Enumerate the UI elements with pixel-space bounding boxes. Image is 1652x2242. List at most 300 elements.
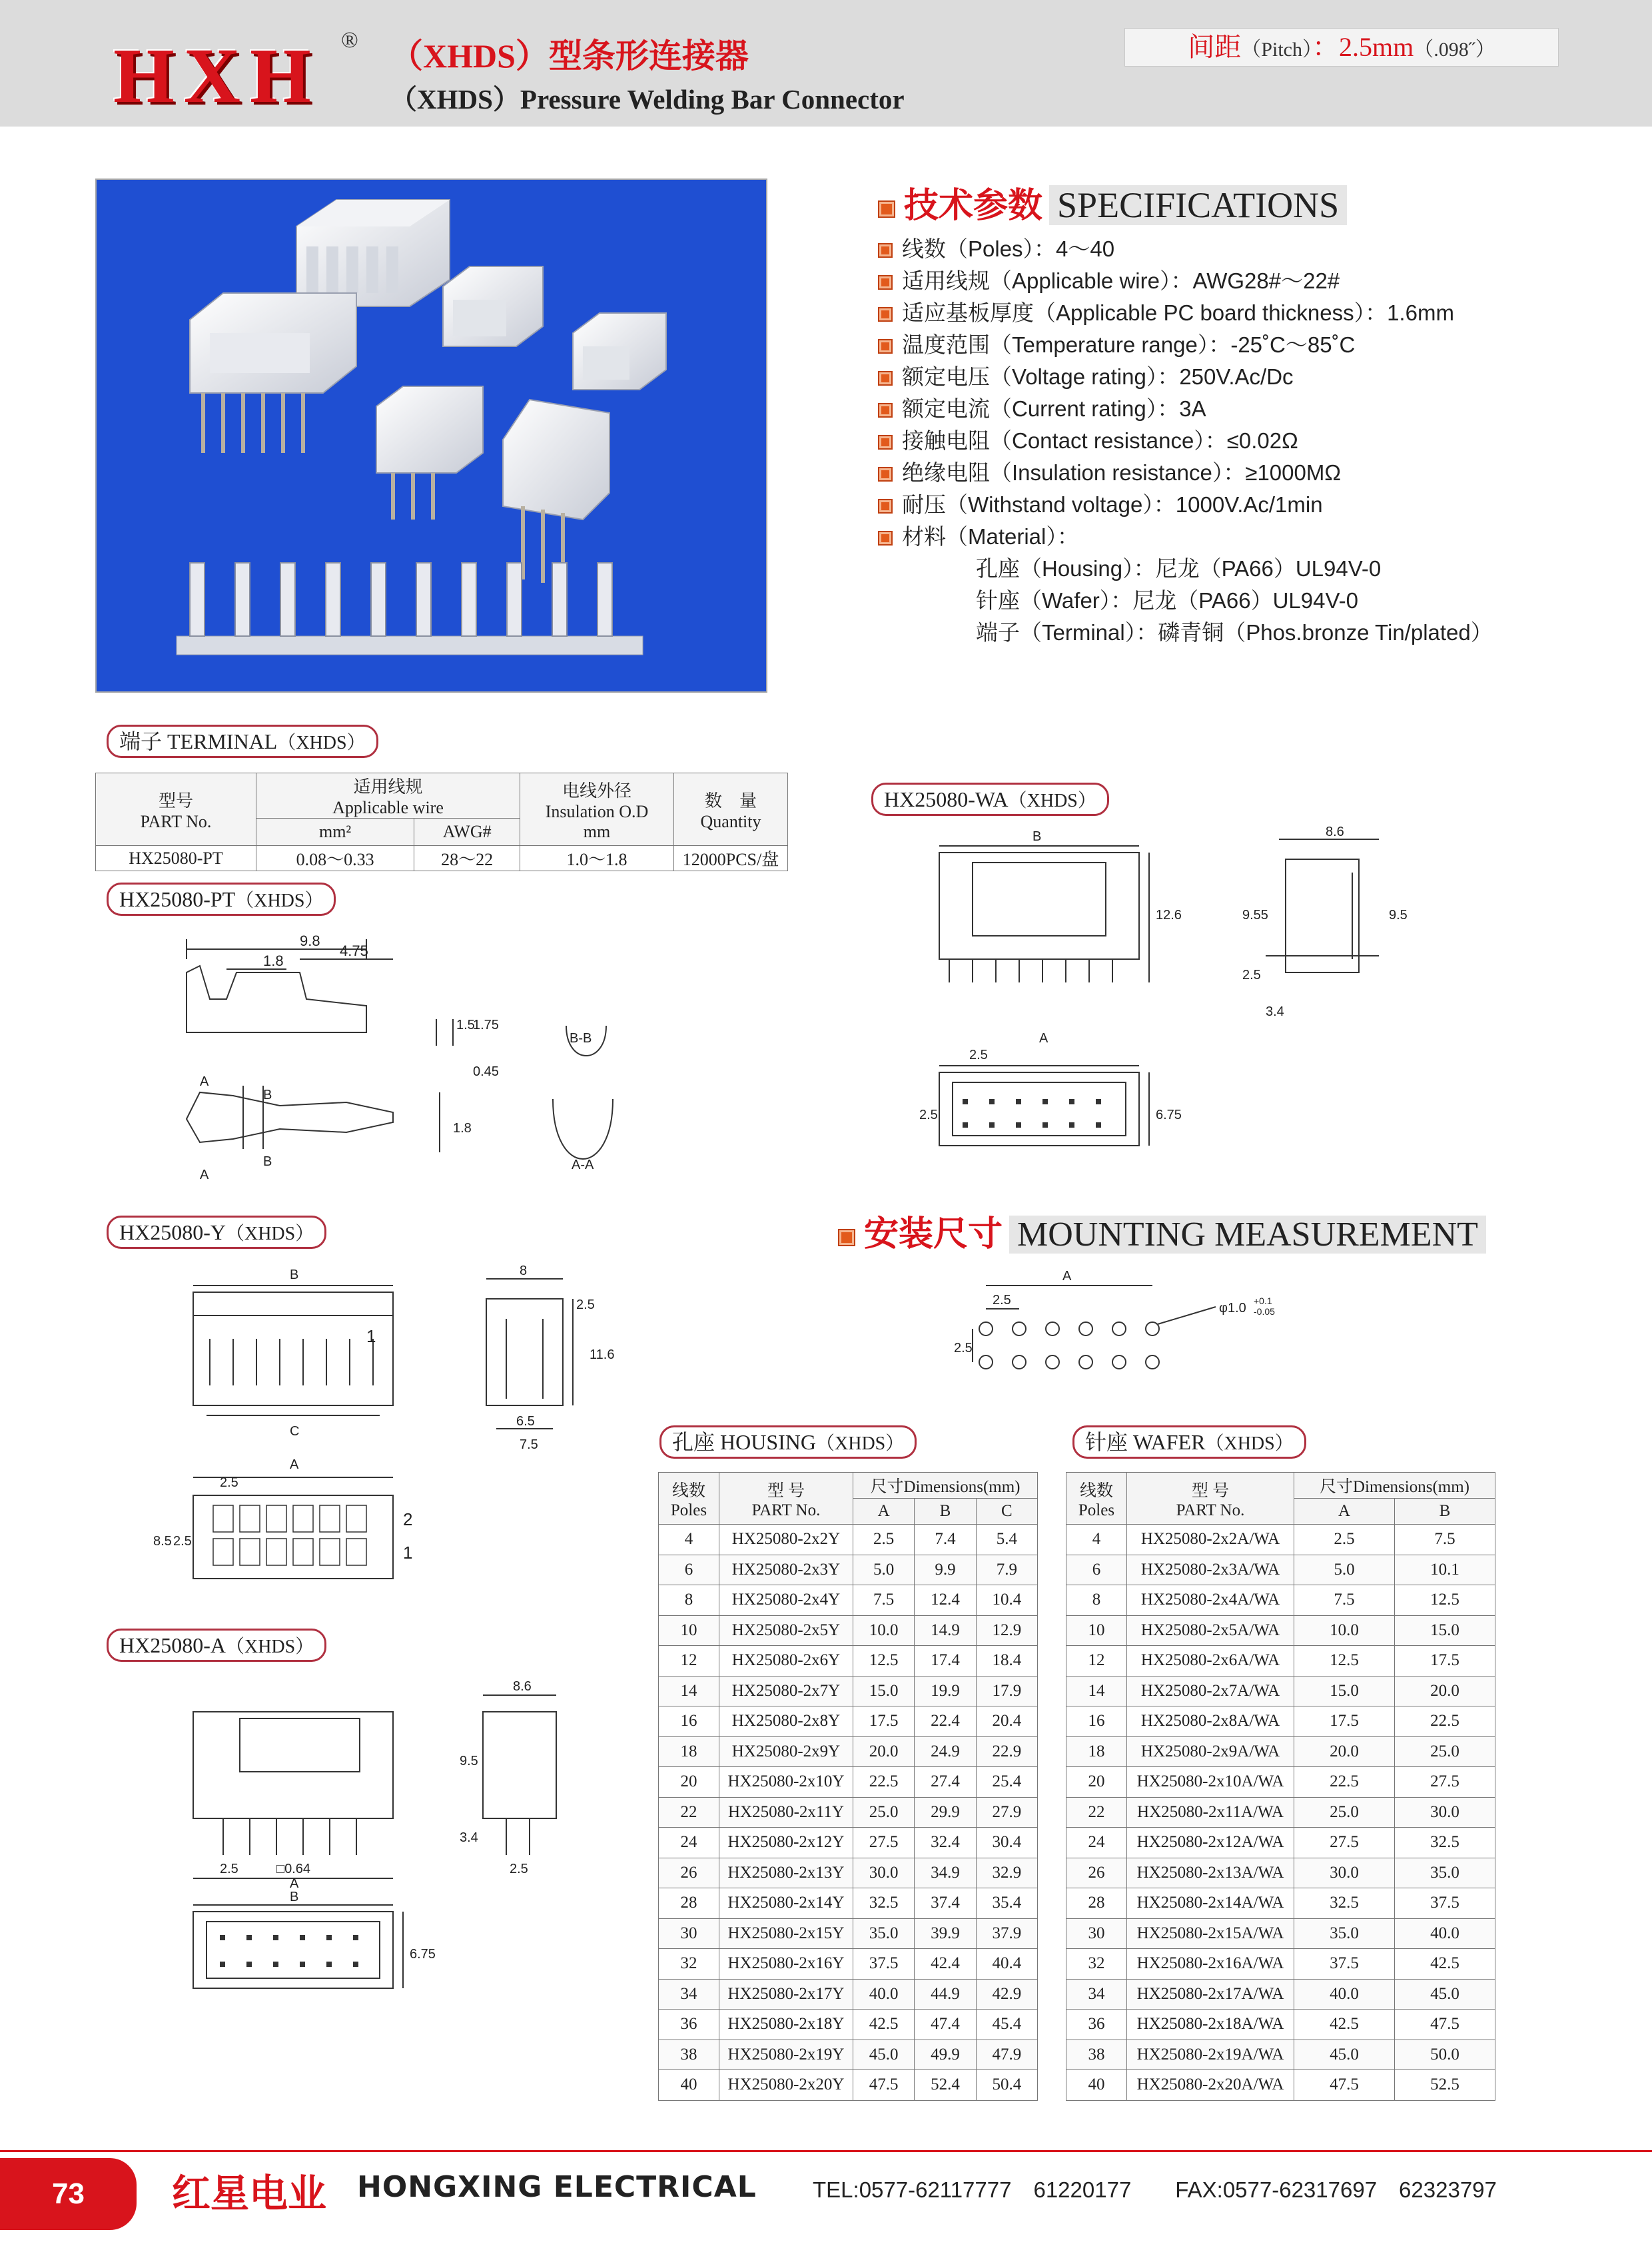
terminal-table [95, 773, 788, 871]
table-cell: 12 [1066, 1646, 1127, 1677]
dim-label: 8 [520, 1266, 528, 1278]
table-cell: 42.9 [976, 1979, 1037, 2010]
table-cell: 47.9 [976, 2040, 1037, 2070]
table-cell: 27.9 [976, 1797, 1037, 1828]
title-english: （XHDS）Pressure Welding Bar Connector [390, 84, 905, 115]
table-cell: HX25080-2x18A/WA [1127, 2010, 1294, 2040]
table-cell: 20.0 [1395, 1676, 1495, 1706]
col-b: B [1395, 1499, 1495, 1525]
table-cell: HX25080-2x11Y [719, 1797, 853, 1828]
table-cell: 16 [659, 1706, 719, 1737]
table-cell: 18.4 [976, 1646, 1037, 1677]
table-cell: 50.0 [1395, 2040, 1495, 2070]
table-cell: HX25080-2x9A/WA [1127, 1736, 1294, 1767]
mounting-drawing [946, 1266, 1319, 1385]
material-line: 端子（Terminal）：磷青铜（Phos.bronze Tin/plated） [976, 620, 1493, 645]
spec-line [878, 328, 1355, 359]
table-cell: HX25080-2x20Y [719, 2070, 853, 2101]
heading-bullet-icon [878, 200, 895, 218]
col-b: B [915, 1499, 976, 1525]
table-cell: 35.4 [976, 1888, 1037, 1919]
table-row [1066, 1858, 1495, 1888]
table-cell: 37.4 [915, 1888, 976, 1919]
table-cell: 2.5 [1294, 1525, 1395, 1555]
table-cell: 18 [659, 1736, 719, 1767]
table-cell: 14 [1066, 1676, 1127, 1706]
specifications-title-cn: 技术参数 [904, 187, 1043, 225]
spec-line [878, 360, 1294, 391]
section-title: A-A [572, 1158, 594, 1172]
table-cell: 17.5 [1294, 1706, 1395, 1737]
spec-line [878, 296, 1454, 327]
table-cell: 30.0 [1395, 1797, 1495, 1828]
dim-label: A [290, 1876, 299, 1891]
bullet-icon [878, 339, 893, 354]
dim-label: 3.4 [460, 1830, 478, 1845]
table-cell: 24 [659, 1828, 719, 1858]
table-cell: 42.4 [915, 1949, 976, 1980]
table-cell: 22 [1066, 1797, 1127, 1828]
table-cell: 42.5 [1294, 2010, 1395, 2040]
table-cell: 36 [1066, 2010, 1127, 2040]
bullet-icon [878, 243, 893, 258]
table-cell: 28 [659, 1888, 719, 1919]
spec-text: 温度范围（Temperature range）：-25˚C～85˚C [902, 332, 1356, 357]
spec-line [878, 264, 1340, 295]
table-cell: 17.5 [853, 1706, 915, 1737]
table-row [659, 1858, 1038, 1888]
dim-label: 2.5 [954, 1341, 973, 1355]
mounting-title-cn: 安装尺寸 [864, 1216, 1003, 1254]
table-cell: HX25080-2x2Y [719, 1525, 853, 1555]
table-cell: HX25080-2x5Y [719, 1615, 853, 1646]
table-cell: 27.5 [1395, 1767, 1495, 1798]
table-cell: 15.0 [1294, 1676, 1395, 1706]
table-cell: 40.4 [976, 1949, 1037, 1980]
table-cell: HX25080-2x4A/WA [1127, 1585, 1294, 1616]
pitch-label-cn: 间距 [1188, 32, 1242, 62]
specifications-heading [878, 177, 1347, 227]
pitch-colon: ： [1312, 32, 1339, 62]
col-model: 型 号 PART No. [719, 1473, 853, 1525]
table-cell: 27.4 [915, 1767, 976, 1798]
table-cell: HX25080-2x5A/WA [1127, 1615, 1294, 1646]
table-cell: HX25080-2x10A/WA [1127, 1767, 1294, 1798]
terminal-label-cn: 端子 [119, 729, 163, 753]
table-cell: 40.0 [853, 1979, 915, 2010]
table-cell: HX25080-2x6Y [719, 1646, 853, 1677]
table-cell: 45.4 [976, 2010, 1037, 2040]
table-cell: 17.5 [1395, 1646, 1495, 1677]
table-cell: HX25080-2x17A/WA [1127, 1979, 1294, 2010]
table-cell: 30.4 [976, 1828, 1037, 1858]
col-poles: 线数 Poles [659, 1473, 719, 1525]
table-row [659, 1828, 1038, 1858]
table-cell: 40 [1066, 2070, 1127, 2101]
dim-label: 2.5 [220, 1475, 238, 1490]
dim-label: 1.75 [473, 1018, 499, 1032]
table-cell: 10.4 [976, 1585, 1037, 1616]
dim-label: □0.64 [276, 1862, 311, 1876]
table-cell: 9.9 [915, 1555, 976, 1585]
table-cell: HX25080-2x10Y [719, 1767, 853, 1798]
brand-english: HONGXING ELECTRICAL [357, 2170, 757, 2204]
wafer-table [1066, 1472, 1495, 2101]
table-cell: 40 [659, 2070, 719, 2101]
table-cell: 32 [659, 1949, 719, 1980]
wafer-a-drawing [147, 1679, 653, 2038]
specifications-title-en: SPECIFICATIONS [1049, 185, 1347, 225]
table-cell: HX25080-2x12Y [719, 1828, 853, 1858]
table-cell: 47.5 [1395, 2010, 1495, 2040]
table-cell: 12.4 [915, 1585, 976, 1616]
table-cell: HX25080-2x12A/WA [1127, 1828, 1294, 1858]
dim-label: 1.8 [263, 952, 284, 969]
col-a: A [1294, 1499, 1395, 1525]
table-cell: HX25080-2x19Y [719, 2040, 853, 2070]
housing-label: 孔座 HOUSING（XHDS） [659, 1425, 917, 1459]
col-dimensions: 尺寸Dimensions(mm) [853, 1473, 1038, 1499]
table-cell: 20 [1066, 1767, 1127, 1798]
dim-label: 2.5 [173, 1534, 192, 1549]
table-cell: 25.0 [853, 1797, 915, 1828]
footer-divider [0, 2150, 1652, 2152]
spec-line [878, 456, 1341, 487]
table-cell: 15.0 [1395, 1615, 1495, 1646]
table-cell: 24 [1066, 1828, 1127, 1858]
table-cell: 25.4 [976, 1767, 1037, 1798]
table-cell: 47.5 [1294, 2070, 1395, 2101]
dim-label: 4.75 [340, 942, 368, 959]
table-cell: 34.9 [915, 1858, 976, 1888]
table-row [1066, 1706, 1495, 1737]
pitch-label-en: （Pitch） [1241, 39, 1312, 61]
table-cell: 22.9 [976, 1736, 1037, 1767]
spec-text: 额定电流（Current rating）：3A [902, 396, 1206, 421]
table-cell: 30 [1066, 1918, 1127, 1949]
spec-line [878, 232, 1114, 263]
table-cell: 22.5 [1395, 1706, 1495, 1737]
table-row [659, 1525, 1038, 1555]
pin-one-mark: 1 [366, 1326, 376, 1346]
product-photo [95, 179, 767, 693]
bullet-icon [878, 467, 893, 482]
table-cell: 38 [659, 2040, 719, 2070]
table-cell: HX25080-2x4Y [719, 1585, 853, 1616]
table-cell: 36 [659, 2010, 719, 2040]
heading-bullet-icon [838, 1229, 855, 1246]
spec-line [878, 520, 1079, 551]
table-row [1066, 1888, 1495, 1919]
table-cell: HX25080-2x20A/WA [1127, 2070, 1294, 2101]
table-cell: 14 [659, 1676, 719, 1706]
table-cell: HX25080-2x18Y [719, 2010, 853, 2040]
table-cell: 32 [1066, 1949, 1127, 1980]
section-mark: A [200, 1168, 209, 1182]
table-cell: 20.0 [1294, 1736, 1395, 1767]
dim-label: A [1062, 1269, 1072, 1284]
dim-label: 2.5 [993, 1293, 1011, 1308]
table-row [659, 1949, 1038, 1980]
table-cell: 35.0 [1294, 1918, 1395, 1949]
col-poles: 线数 Poles [1066, 1473, 1127, 1525]
spec-text: 材料（Material）： [902, 524, 1079, 549]
table-cell: 20.4 [976, 1706, 1037, 1737]
table-cell: 12.9 [976, 1615, 1037, 1646]
dim-label: 6.75 [410, 1947, 436, 1962]
bullet-icon [878, 435, 893, 450]
table-row [659, 1797, 1038, 1828]
table-cell: 34 [659, 1979, 719, 2010]
spec-text: 耐压（Withstand voltage）：1000V.Ac/1min [902, 492, 1323, 517]
terminal-label [107, 725, 378, 758]
table-cell: HX25080-2x8A/WA [1127, 1706, 1294, 1737]
table-cell: 27.5 [853, 1828, 915, 1858]
table-cell: 7.5 [1395, 1525, 1495, 1555]
terminal-label-en: TERMINAL [167, 729, 278, 753]
table-cell: 26 [1066, 1858, 1127, 1888]
col-model: 型 号 PART No. [1127, 1473, 1294, 1525]
table-cell: HX25080-2x16A/WA [1127, 1949, 1294, 1980]
table-row [1066, 1615, 1495, 1646]
table-cell: HX25080-2x14A/WA [1127, 1888, 1294, 1919]
a-label: HX25080-A（XHDS） [107, 1629, 326, 1662]
section-mark: B [263, 1154, 272, 1169]
table-cell: 42.5 [1395, 1949, 1495, 1980]
table-cell: 35.0 [1395, 1858, 1495, 1888]
table-cell: 22.5 [853, 1767, 915, 1798]
table-row [1066, 2070, 1495, 2101]
table-cell: 39.9 [915, 1918, 976, 1949]
table-cell: 12 [659, 1646, 719, 1677]
table-cell: 37.5 [1294, 1949, 1395, 1980]
table-cell: 6 [1066, 1555, 1127, 1585]
telephone: TEL:0577-62117777 61220177 [813, 2177, 1132, 2202]
dim-label: 9.5 [460, 1754, 478, 1768]
table-cell: HX25080-2x3A/WA [1127, 1555, 1294, 1585]
table-row [1066, 1555, 1495, 1585]
table-cell: 17.9 [976, 1676, 1037, 1706]
hole-diameter: φ1.0 [1219, 1301, 1246, 1315]
table-row [1066, 2010, 1495, 2040]
table-row [659, 2040, 1038, 2070]
title-chinese: （XHDS）型条形连接器 [390, 37, 749, 75]
fax: FAX:0577-62317697 62323797 [1175, 2177, 1497, 2202]
table-cell: HX25080-2x8Y [719, 1706, 853, 1737]
table-cell: 10.0 [1294, 1615, 1395, 1646]
spec-text: 绝缘电阻（Insulation resistance）：≥1000MΩ [902, 460, 1342, 485]
table-cell: 15.0 [853, 1676, 915, 1706]
table-row [659, 1676, 1038, 1706]
dim-label: 1.5 [456, 1018, 475, 1032]
pitch-inch: （.098˝） [1414, 39, 1495, 61]
table-cell: 42.5 [853, 2010, 915, 2040]
table-cell: 7.9 [976, 1555, 1037, 1585]
table-cell: 52.5 [1395, 2070, 1495, 2101]
bullet-icon [878, 403, 893, 418]
table-cell: 37.5 [1395, 1888, 1495, 1919]
table-cell: 26 [659, 1858, 719, 1888]
spec-line [878, 488, 1323, 519]
table-cell: 37.5 [853, 1949, 915, 1980]
table-row [659, 2070, 1038, 2101]
table-cell: HX25080-2x13A/WA [1127, 1858, 1294, 1888]
table-row [1066, 1828, 1495, 1858]
table-cell: 32.5 [1294, 1888, 1395, 1919]
table-cell: 30 [659, 1918, 719, 1949]
col-c: C [976, 1499, 1037, 1525]
table-row [1066, 1797, 1495, 1828]
table-cell: HX25080-2x11A/WA [1127, 1797, 1294, 1828]
dim-label: 9.5 [1389, 908, 1408, 923]
spec-text: 适应基板厚度（Applicable PC board thickness）：1.6mm [902, 300, 1454, 325]
dim-label: A [1039, 1031, 1048, 1046]
row-mark: 2 [403, 1509, 413, 1529]
table-cell: 44.9 [915, 1979, 976, 2010]
dim-label: 6.75 [1156, 1108, 1182, 1122]
table-cell: 14.9 [915, 1615, 976, 1646]
wafer-drawing [919, 826, 1452, 1172]
table-cell: HX25080-2x7A/WA [1127, 1676, 1294, 1706]
row-mark: 1 [403, 1543, 413, 1563]
table-cell: 10.1 [1395, 1555, 1495, 1585]
spec-line [878, 424, 1298, 455]
table-cell: HX25080-2x17Y [719, 1979, 853, 2010]
brand-chinese: 红星电业 [172, 2171, 327, 2216]
dim-label: A [290, 1457, 299, 1472]
dim-label: B [290, 1890, 299, 1904]
dim-label: 2.5 [220, 1862, 238, 1876]
table-cell: 10 [1066, 1615, 1127, 1646]
dim-label: 3.4 [1266, 1004, 1284, 1019]
tolerance-lower: -0.05 [1254, 1306, 1275, 1317]
table-cell: HX25080-2x6A/WA [1127, 1646, 1294, 1677]
table-cell: 2.5 [853, 1525, 915, 1555]
spec-line [878, 392, 1206, 423]
col-dimensions: 尺寸Dimensions(mm) [1294, 1473, 1495, 1499]
tolerance-upper: +0.1 [1254, 1296, 1272, 1306]
table-cell: HX25080-2x15Y [719, 1918, 853, 1949]
table-cell: 7.5 [1294, 1585, 1395, 1616]
dim-label: 11.6 [590, 1347, 615, 1362]
table-cell: 18 [1066, 1736, 1127, 1767]
col-model: 型号 PART No. [96, 773, 256, 846]
table-cell: 17.4 [915, 1646, 976, 1677]
registered-mark: ® [341, 28, 358, 53]
table-row [1066, 1646, 1495, 1677]
table-cell: 45.0 [1395, 1979, 1495, 2010]
table-cell: 25.0 [1294, 1797, 1395, 1828]
table-cell: HX25080-2x19A/WA [1127, 2040, 1294, 2070]
table-cell: 47.4 [915, 2010, 976, 2040]
table-cell: 47.5 [853, 2070, 915, 2101]
table-cell: HX25080-2x7Y [719, 1676, 853, 1706]
dim-label: 12.6 [1156, 908, 1182, 923]
table-cell: HX25080-2x16Y [719, 1949, 853, 1980]
table-row [659, 1585, 1038, 1616]
dim-label: 7.5 [520, 1437, 538, 1452]
table-cell: 10.0 [853, 1615, 915, 1646]
table-cell: 45.0 [853, 2040, 915, 2070]
table-cell: 16 [1066, 1706, 1127, 1737]
table-cell: 12.5 [853, 1646, 915, 1677]
table-cell: 30.0 [853, 1858, 915, 1888]
bullet-icon [878, 531, 893, 546]
dim-label: 9.8 [300, 933, 320, 949]
table-cell: 5.0 [1294, 1555, 1395, 1585]
table-cell: 8 [659, 1585, 719, 1616]
table-cell: 12.5 [1395, 1585, 1495, 1616]
hxh-logo: HXH [113, 32, 320, 119]
table-row [659, 1646, 1038, 1677]
col-wire: 适用线规 Applicable wire [256, 773, 520, 819]
table-cell: 32.5 [1395, 1828, 1495, 1858]
dim-label: C [290, 1424, 300, 1439]
bullet-icon [878, 371, 893, 386]
table-row [659, 1767, 1038, 1798]
pitch-box [1124, 28, 1559, 67]
table-row [1066, 1918, 1495, 1949]
table-row [659, 1888, 1038, 1919]
terminal-drawing [173, 926, 639, 1192]
table-cell: 22.5 [1294, 1767, 1395, 1798]
table-cell: HX25080-2x2A/WA [1127, 1525, 1294, 1555]
page-number: 73 [0, 2158, 137, 2230]
section-title: B-B [570, 1031, 592, 1046]
dim-label: 8.6 [513, 1679, 532, 1694]
section-mark: A [200, 1074, 209, 1089]
table-cell: 8 [1066, 1585, 1127, 1616]
section-mark: B [263, 1088, 272, 1102]
table-cell: 5.4 [976, 1525, 1037, 1555]
bullet-icon [878, 275, 893, 290]
col-a: A [853, 1499, 915, 1525]
table-cell: HX25080-2x3Y [719, 1555, 853, 1585]
table-row [1066, 1736, 1495, 1767]
table-row [659, 1706, 1038, 1737]
table-cell: 34 [1066, 1979, 1127, 2010]
table-cell: 25.0 [1395, 1736, 1495, 1767]
col-awg: AWG# [414, 819, 520, 846]
table-cell: 32.5 [853, 1888, 915, 1919]
table-cell: 38 [1066, 2040, 1127, 2070]
bullet-icon [878, 307, 893, 322]
col-quantity: 数 量 Quantity [674, 773, 788, 846]
table-row [659, 1736, 1038, 1767]
dim-label: 2.5 [510, 1862, 528, 1876]
table-row [1066, 1525, 1495, 1555]
table-cell: 32.9 [976, 1858, 1037, 1888]
wa-label: HX25080-WA（XHDS） [871, 783, 1109, 816]
table-cell: 19.9 [915, 1676, 976, 1706]
table-row [659, 1615, 1038, 1646]
spec-text: 线数（Poles）：4～40 [902, 236, 1115, 261]
dim-label: 2.5 [919, 1108, 938, 1122]
table-row [1066, 1767, 1495, 1798]
table-cell: 4 [1066, 1525, 1127, 1555]
table-row [659, 1555, 1038, 1585]
table-cell: 40.0 [1294, 1979, 1395, 2010]
dim-label: 8.5 [153, 1534, 172, 1549]
spec-text: 额定电压（Voltage rating）：250V.Ac/Dc [902, 364, 1294, 389]
material-line: 针座（Wafer）：尼龙（PA66）UL94V-0 [976, 588, 1358, 613]
table-cell: 20 [659, 1767, 719, 1798]
mounting-title-en: MOUNTING MEASUREMENT [1009, 1216, 1486, 1254]
table-row [659, 1979, 1038, 2010]
table-cell: 28 [1066, 1888, 1127, 1919]
terminal-label-series: （XHDS） [277, 733, 366, 753]
table-cell: 37.9 [976, 1918, 1037, 1949]
